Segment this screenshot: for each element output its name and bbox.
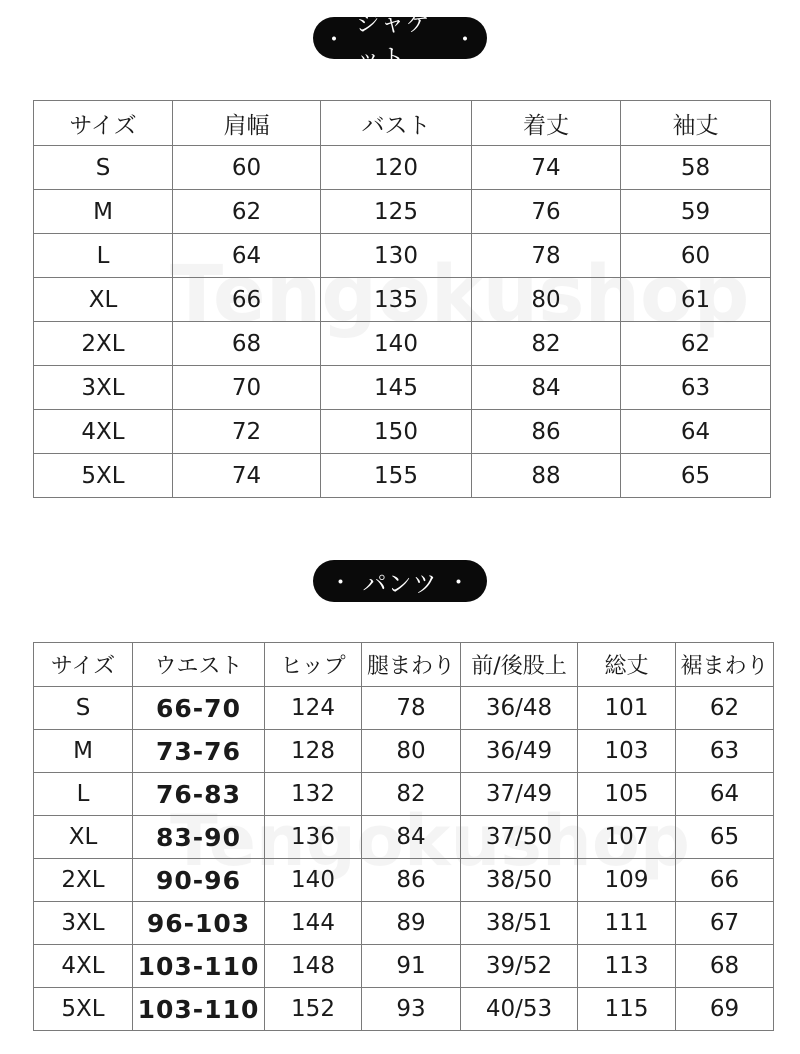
jacket-size-table [33, 100, 771, 498]
column-header: 総丈 [578, 643, 676, 687]
table-row [34, 322, 771, 366]
table-cell: 103-110 [133, 945, 265, 988]
table-row [34, 366, 771, 410]
table-cell: 124 [265, 687, 362, 730]
table-row [34, 190, 771, 234]
table-cell: 37/49 [461, 773, 578, 816]
table-cell: 82 [362, 773, 461, 816]
table-cell: 115 [578, 988, 676, 1031]
size-label-cell: 3XL [34, 366, 173, 410]
table-header-row [34, 643, 774, 687]
table-cell: 89 [362, 902, 461, 945]
table-cell: 74 [173, 454, 321, 498]
table-cell: 130 [321, 234, 472, 278]
table-row [34, 410, 771, 454]
table-cell: 88 [472, 454, 621, 498]
column-header: サイズ [34, 101, 173, 146]
table-cell: 86 [362, 859, 461, 902]
table-cell: 59 [621, 190, 771, 234]
size-label-cell: 2XL [34, 322, 173, 366]
table-cell: 78 [362, 687, 461, 730]
table-cell: 61 [621, 278, 771, 322]
size-label-cell: L [34, 234, 173, 278]
table-cell: 84 [362, 816, 461, 859]
table-cell: 84 [472, 366, 621, 410]
table-cell: 111 [578, 902, 676, 945]
column-header: 裾まわり [676, 643, 774, 687]
table-cell: 64 [621, 410, 771, 454]
table-cell: 155 [321, 454, 472, 498]
table-cell: 101 [578, 687, 676, 730]
table-cell: 64 [676, 773, 774, 816]
table-row [34, 859, 774, 902]
table-cell: 120 [321, 146, 472, 190]
table-cell: 67 [676, 902, 774, 945]
table-cell: 140 [265, 859, 362, 902]
column-header: 着丈 [472, 101, 621, 146]
jacket-table-body [34, 101, 771, 498]
table-cell: 96-103 [133, 902, 265, 945]
jacket-title-label: ジャケット [356, 9, 431, 72]
table-cell: 66 [676, 859, 774, 902]
table-cell: 64 [173, 234, 321, 278]
bullet-dot: ・ [323, 27, 347, 53]
column-header: バスト [321, 101, 472, 146]
size-label-cell: L [34, 773, 133, 816]
table-cell: 150 [321, 410, 472, 454]
table-cell: 68 [676, 945, 774, 988]
table-cell: 135 [321, 278, 472, 322]
table-cell: 82 [472, 322, 621, 366]
column-header: 袖丈 [621, 101, 771, 146]
size-label-cell: S [34, 146, 173, 190]
table-cell: 38/50 [461, 859, 578, 902]
table-cell: 91 [362, 945, 461, 988]
table-row [34, 816, 774, 859]
size-label-cell: 5XL [34, 988, 133, 1031]
table-cell: 37/50 [461, 816, 578, 859]
table-row [34, 988, 774, 1031]
table-cell: 63 [676, 730, 774, 773]
table-cell: 125 [321, 190, 472, 234]
table-cell: 72 [173, 410, 321, 454]
table-cell: 68 [173, 322, 321, 366]
table-cell: 107 [578, 816, 676, 859]
table-cell: 70 [173, 366, 321, 410]
column-header: 肩幅 [173, 101, 321, 146]
bullet-dot: ・ [447, 570, 471, 596]
size-label-cell: 5XL [34, 454, 173, 498]
table-cell: 105 [578, 773, 676, 816]
size-label-cell: XL [34, 816, 133, 859]
table-row [34, 687, 774, 730]
table-header-row [34, 101, 771, 146]
pants-size-table [33, 642, 774, 1031]
table-cell: 60 [621, 234, 771, 278]
bullet-dot: ・ [453, 27, 477, 53]
bullet-dot: ・ [329, 570, 353, 596]
table-cell: 74 [472, 146, 621, 190]
table-cell: 80 [472, 278, 621, 322]
column-header: ヒップ [265, 643, 362, 687]
size-label-cell: 2XL [34, 859, 133, 902]
size-label-cell: 4XL [34, 945, 133, 988]
table-cell: 132 [265, 773, 362, 816]
table-cell: 80 [362, 730, 461, 773]
table-row [34, 278, 771, 322]
size-label-cell: S [34, 687, 133, 730]
column-header: ウエスト [133, 643, 265, 687]
table-cell: 148 [265, 945, 362, 988]
jacket-section-title [313, 9, 487, 72]
table-cell: 83-90 [133, 816, 265, 859]
table-cell: 140 [321, 322, 472, 366]
table-cell: 90-96 [133, 859, 265, 902]
size-label-cell: M [34, 730, 133, 773]
table-cell: 76 [472, 190, 621, 234]
table-row [34, 146, 771, 190]
table-cell: 103-110 [133, 988, 265, 1031]
pants-title-label: パンツ [362, 569, 438, 598]
table-cell: 40/53 [461, 988, 578, 1031]
table-cell: 36/49 [461, 730, 578, 773]
column-header: 腿まわり [362, 643, 461, 687]
size-label-cell: 3XL [34, 902, 133, 945]
table-cell: 60 [173, 146, 321, 190]
table-cell: 65 [676, 816, 774, 859]
table-cell: 63 [621, 366, 771, 410]
table-row [34, 945, 774, 988]
column-header: 前/後股上 [461, 643, 578, 687]
table-cell: 62 [621, 322, 771, 366]
table-cell: 136 [265, 816, 362, 859]
pants-table-body [34, 643, 774, 1031]
table-cell: 36/48 [461, 687, 578, 730]
table-cell: 58 [621, 146, 771, 190]
table-cell: 78 [472, 234, 621, 278]
table-cell: 113 [578, 945, 676, 988]
table-cell: 65 [621, 454, 771, 498]
table-row [34, 234, 771, 278]
table-cell: 66-70 [133, 687, 265, 730]
table-row [34, 773, 774, 816]
table-cell: 103 [578, 730, 676, 773]
table-cell: 144 [265, 902, 362, 945]
table-cell: 86 [472, 410, 621, 454]
table-cell: 62 [676, 687, 774, 730]
table-row [34, 730, 774, 773]
table-row [34, 454, 771, 498]
table-cell: 145 [321, 366, 472, 410]
table-cell: 152 [265, 988, 362, 1031]
column-header: サイズ [34, 643, 133, 687]
size-label-cell: 4XL [34, 410, 173, 454]
table-cell: 76-83 [133, 773, 265, 816]
table-cell: 62 [173, 190, 321, 234]
table-row [34, 902, 774, 945]
size-label-cell: M [34, 190, 173, 234]
pants-section-title [313, 560, 487, 602]
table-cell: 93 [362, 988, 461, 1031]
table-cell: 73-76 [133, 730, 265, 773]
size-label-cell: XL [34, 278, 173, 322]
table-cell: 128 [265, 730, 362, 773]
table-cell: 39/52 [461, 945, 578, 988]
table-cell: 69 [676, 988, 774, 1031]
table-cell: 38/51 [461, 902, 578, 945]
table-cell: 109 [578, 859, 676, 902]
table-cell: 66 [173, 278, 321, 322]
